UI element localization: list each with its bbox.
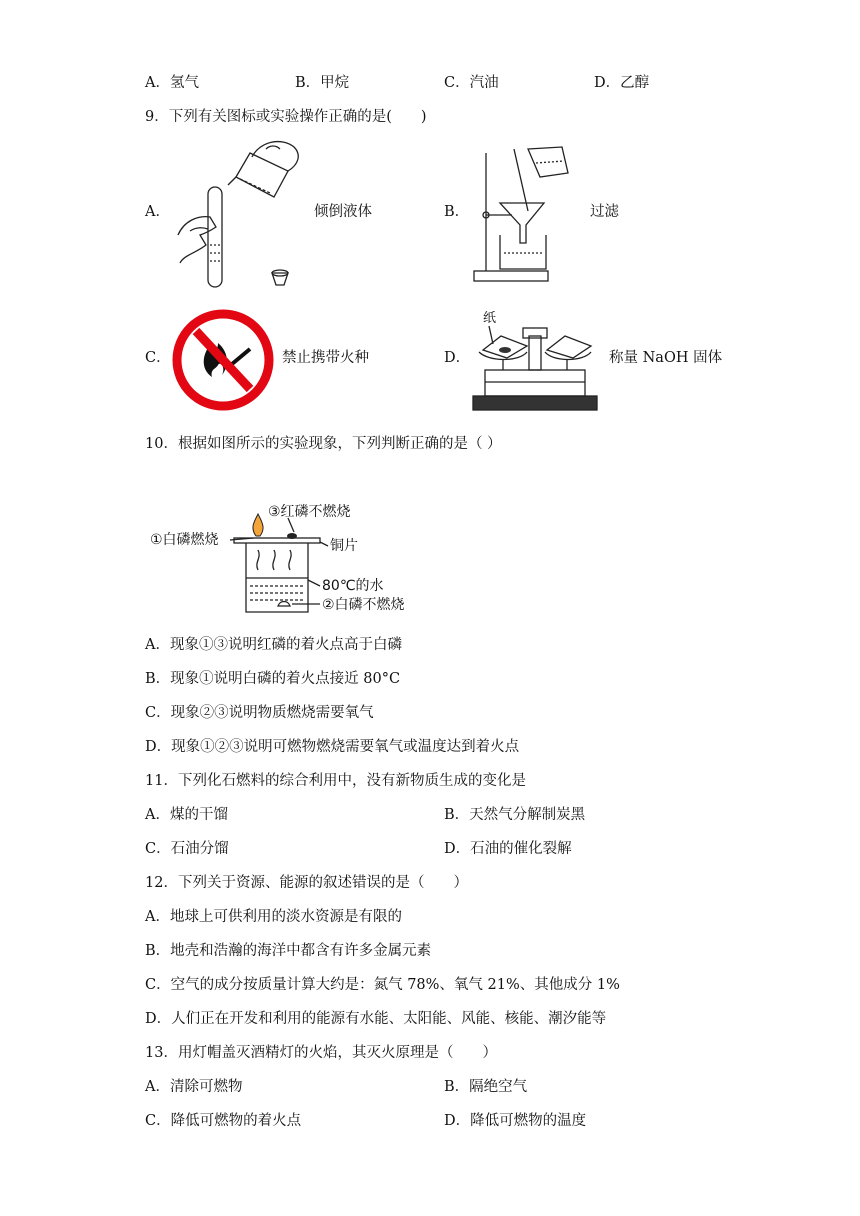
q12-option-c: C．空气的成分按质量计算大约是：氮气 78%、氧气 21%、其他成分 1% (145, 977, 620, 993)
paper-label: 纸 (483, 311, 497, 326)
q13-option-c: C．降低可燃物的着火点 (145, 1113, 302, 1129)
filtration-figure (470, 143, 580, 285)
q9-option-c-text: 禁止携带火种 (282, 350, 369, 366)
q13-option-d: D．降低可燃物的温度 (444, 1113, 587, 1129)
label-white-p-in-water: ②白磷不燃烧 (322, 597, 405, 613)
q11-stem: 11．下列化石燃料的综合利用中，没有新物质生成的变化是 (145, 773, 526, 789)
q8-option-d: D．乙醇 (594, 75, 650, 91)
q8-option-b: B．甲烷 (295, 75, 350, 91)
q8-option-c: C．汽油 (444, 75, 499, 91)
q12-stem: 12．下列关于资源、能源的叙述错误的是（ ） (145, 875, 468, 891)
q10-option-d: D．现象①②③说明可燃物燃烧需要氧气或温度达到着火点 (145, 739, 520, 755)
balance-figure (465, 306, 605, 414)
q11-option-a: A．煤的干馏 (145, 807, 228, 823)
q8-option-a: A．氢气 (145, 75, 199, 91)
q10-option-c: C．现象②③说明物质燃烧需要氧气 (145, 705, 374, 721)
q11-option-d: D．石油的催化裂解 (444, 841, 572, 857)
q9-stem: 9．下列有关图标或实验操作正确的是( ) (145, 109, 427, 125)
q10-option-b: B．现象①说明白磷的着火点接近 80°C (145, 671, 401, 687)
q9-option-a-text: 倾倒液体 (314, 204, 372, 220)
q9-option-a-label: A． (145, 204, 170, 220)
q12-option-b: B．地壳和浩瀚的海洋中都含有许多金属元素 (145, 943, 432, 959)
q11-option-c: C．石油分馏 (145, 841, 229, 857)
pour-liquid-figure (170, 135, 310, 290)
label-red-p-no-burn: ③红磷不燃烧 (268, 504, 351, 520)
q13-stem: 13．用灯帽盖灭酒精灯的火焰，其灭火原理是（ ） (145, 1045, 497, 1061)
q10-option-a: A．现象①③说明红磷的着火点高于白磷 (145, 637, 402, 653)
combustion-experiment-figure (150, 496, 420, 616)
q9-option-d-text: 称量 NaOH 固体 (609, 350, 723, 366)
label-white-p-burns: ①白磷燃烧 (150, 532, 219, 548)
q9-option-b-label: B． (444, 204, 470, 220)
q11-option-b: B．天然气分解制炭黑 (444, 807, 586, 823)
q12-option-a: A．地球上可供利用的淡水资源是有限的 (145, 909, 402, 925)
no-fire-sign-icon (170, 307, 276, 413)
q9-option-b-text: 过滤 (590, 204, 619, 220)
q10-stem: 10．根据如图所示的实验现象，下列判断正确的是（ ） (145, 436, 502, 452)
label-copper-sheet: 铜片 (330, 538, 358, 554)
q13-option-a: A．清除可燃物 (145, 1079, 243, 1095)
q9-option-c-label: C． (145, 350, 171, 366)
q13-option-b: B．隔绝空气 (444, 1079, 528, 1095)
label-hot-water: 80℃的水 (322, 578, 384, 594)
q9-option-d-label: D． (444, 350, 471, 366)
q12-option-d: D．人们正在开发和利用的能源有水能、太阳能、风能、核能、潮汐能等 (145, 1011, 607, 1027)
